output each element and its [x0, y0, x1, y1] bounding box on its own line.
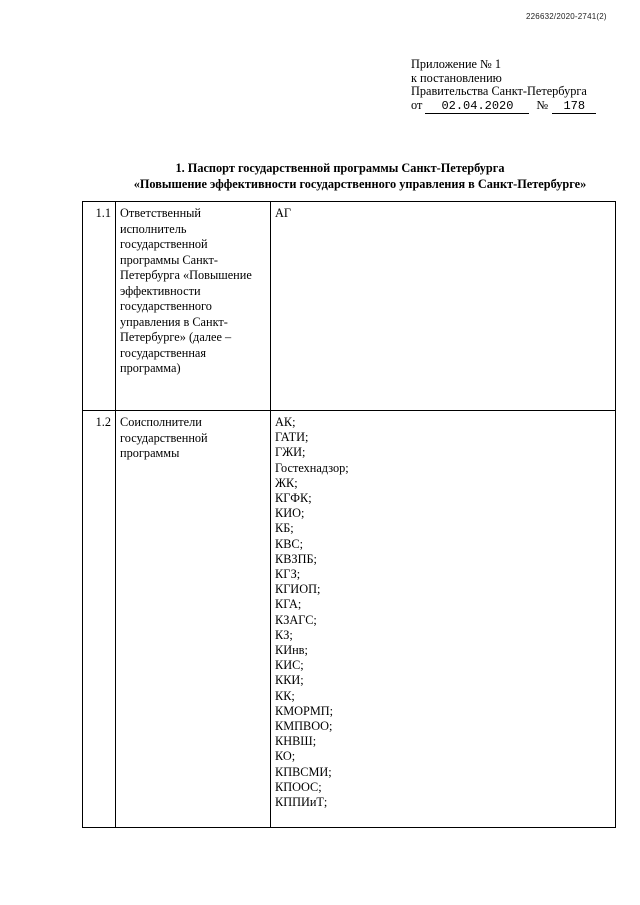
value-item: КБ;	[275, 521, 294, 536]
passport-table	[82, 201, 616, 828]
value-item: АГ	[275, 206, 291, 220]
value-item: КИС;	[275, 658, 304, 673]
value-item: ЖК;	[275, 475, 298, 490]
value-item: КНВШ;	[275, 734, 317, 749]
value-item: КЗАГС;	[275, 612, 317, 627]
appendix-line-2: к постановлению	[411, 70, 502, 85]
value-item: КМПВОО;	[275, 719, 333, 734]
row-label: Ответственный исполнитель государственной программы Санкт-Петербурга «Повышение эффективности государственного управления в Санкт-Петербурге» (далее – государственная программа)	[116, 202, 271, 411]
table-row	[83, 411, 616, 828]
row-value	[271, 411, 616, 828]
value-item: КМОРМП;	[275, 703, 334, 718]
appendix-date-line	[411, 99, 596, 115]
value-item: КГИОП;	[275, 582, 321, 597]
value-item: ККИ;	[275, 673, 304, 688]
row-number: 1.1	[83, 202, 116, 411]
row-value	[271, 202, 616, 411]
value-item: КГФК;	[275, 491, 312, 506]
value-item: ГЖИ;	[275, 445, 306, 460]
value-item: КГА;	[275, 597, 302, 612]
title-line-2: «Повышение эффективности государственного управления в Санкт-Петербурге»	[133, 177, 587, 191]
value-item: Гостехнадзор;	[275, 460, 349, 475]
appendix-line-1: Приложение № 1	[411, 57, 502, 71]
value-item: КИнв;	[275, 643, 308, 658]
appendix-block	[411, 58, 596, 114]
page-title	[80, 160, 640, 192]
value-item: КГЗ;	[275, 567, 301, 582]
value-item: ГАТИ;	[275, 430, 309, 445]
row-label: Соисполнители государственной программы	[116, 411, 271, 828]
resolution-number: 178	[552, 100, 596, 115]
value-item: КВС;	[275, 536, 304, 551]
value-item: КПООС;	[275, 779, 322, 794]
value-item: КВЗПБ;	[275, 551, 317, 566]
value-item: КО;	[275, 749, 296, 764]
row-number: 1.2	[83, 411, 116, 828]
title-line-1: 1. Паспорт государственной программы Санкт-Петербурга	[175, 161, 505, 175]
document-id: 226632/2020-2741(2)	[526, 12, 607, 21]
date-prefix: от	[411, 97, 423, 112]
resolution-date: 02.04.2020	[425, 100, 529, 115]
value-item: АК;	[275, 415, 296, 429]
value-item: КЗ;	[275, 627, 293, 642]
value-item: КИО;	[275, 506, 305, 521]
value-item: КППИиТ;	[275, 795, 328, 810]
value-item: КК;	[275, 688, 295, 703]
number-sign: №	[536, 97, 549, 112]
table-row	[83, 202, 616, 411]
value-item: КПВСМИ;	[275, 764, 332, 779]
appendix-line-3: Правительства Санкт-Петербурга	[411, 84, 587, 98]
